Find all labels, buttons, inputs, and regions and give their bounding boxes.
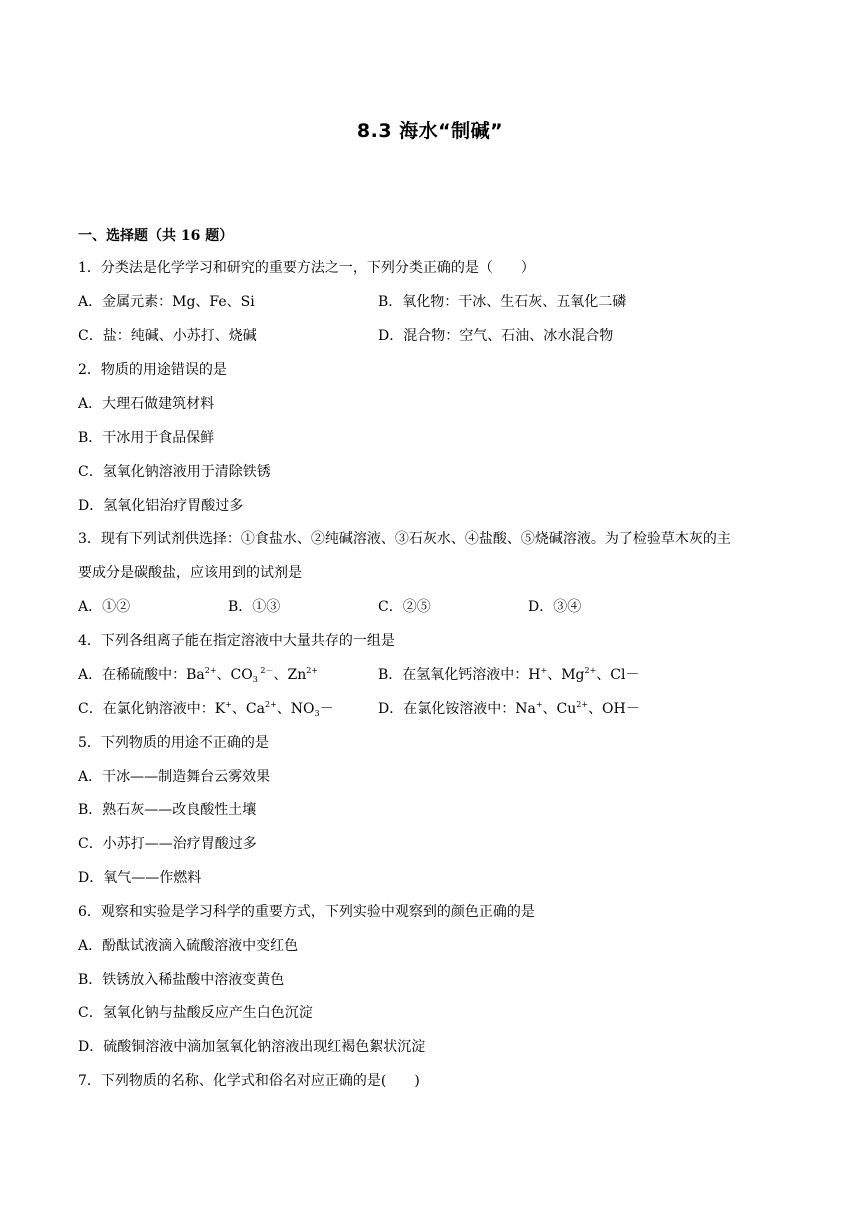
q4-option-c: C．在氯化钠溶液中：K+、$Ca^{2+}$、$NO_3-$ <box>78 700 334 718</box>
q2-option-d: D．氢氧化铝治疗胃酸过多 <box>78 498 244 514</box>
q1-option-b: B．氧化物：干冰、生石灰、五氧化二磷 <box>378 294 627 310</box>
q6-stem: 6．观察和实验是学习科学的重要方式，下列实验中观察到的颜色正确的是 <box>78 904 535 920</box>
q5-option-a: A．干冰——制造舞台云雾效果 <box>78 769 271 785</box>
q6-option-d: D．硫酸铜溶液中滴加氢氧化钠溶液出现红褐色絮状沉淀 <box>78 1039 426 1055</box>
q4-option-d: D．在氯化铵溶液中：Na+、$Cu^{2+}$、OH－ <box>378 700 640 717</box>
q1-option-d: D．混合物：空气、石油、冰水混合物 <box>378 328 614 344</box>
q3-option-b: B．①③ <box>228 599 281 615</box>
q5-stem: 5．下列物质的用途不正确的是 <box>78 735 269 751</box>
q4-option-a: A．在稀硫酸中：$Ba^{2+}$、$CO_3$ $^{2-}$、$Zn^{2+}$ <box>78 666 319 684</box>
q1-option-a: A．金属元素：Mg、Fe、Si <box>78 294 255 310</box>
q4-option-b: B．在氢氧化钙溶液中：H+、$Mg^{2+}$、Cl－ <box>378 666 640 683</box>
q1-option-c: C．盐：纯碱、小苏打、烧碱 <box>78 328 257 344</box>
q5-option-b: B．熟石灰——改良酸性土壤 <box>78 802 257 818</box>
q3-option-c: C．②⑤ <box>378 599 431 615</box>
q3-option-d: D．③④ <box>528 599 582 615</box>
section-heading: 一、选择题（共 16 题） <box>78 228 234 244</box>
q3-stem-line2: 要成分是碳酸盐，应该用到的试剂是 <box>78 565 302 581</box>
page-title: 8.3 海水“制碱” <box>356 120 504 142</box>
q1-stem: 1．分类法是化学学习和研究的重要方法之一，下列分类正确的是（ ） <box>78 260 535 276</box>
q6-option-a: A．酚酞试液滴入硫酸溶液中变红色 <box>78 938 299 954</box>
q2-option-a: A．大理石做建筑材料 <box>78 396 215 412</box>
q4-stem: 4．下列各组离子能在指定溶液中大量共存的一组是 <box>78 633 395 649</box>
q3-option-a: A．①② <box>78 599 131 615</box>
q5-option-d: D．氧气——作燃料 <box>78 870 202 886</box>
q7-stem: 7．下列物质的名称、化学式和俗名对应正确的是( ) <box>78 1073 420 1089</box>
q6-option-b: B．铁锈放入稀盐酸中溶液变黄色 <box>78 972 285 988</box>
q2-option-c: C．氢氧化钠溶液用于清除铁锈 <box>78 464 271 480</box>
q5-option-c: C．小苏打——治疗胃酸过多 <box>78 836 257 852</box>
q2-option-b: B．干冰用于食品保鲜 <box>78 430 215 446</box>
q2-stem: 2．物质的用途错误的是 <box>78 362 227 378</box>
q3-stem-line1: 3．现有下列试剂供选择：①食盐水、②纯碱溶液、③石灰水、④盐酸、⑤烧碱溶液。为了检验草木灰的主 <box>78 531 731 547</box>
q6-option-c: C．氢氧化钠与盐酸反应产生白色沉淀 <box>78 1005 313 1021</box>
